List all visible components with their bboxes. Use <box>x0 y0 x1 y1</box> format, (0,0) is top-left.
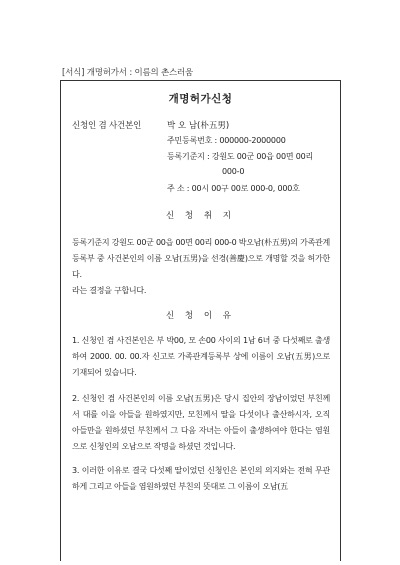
resident-number: 주민등록번호 : 000000-2000000 <box>167 136 286 145</box>
registry-address-line2: 000-0 <box>222 167 245 176</box>
home-address: 주 소 : 00시 00구 00로 000-0, 000호 <box>167 184 300 193</box>
applicant-name: 박 오 남(朴五男) <box>167 121 230 131</box>
document-title: 개명허가신청 <box>168 93 233 105</box>
purpose-section-title: 신 청 취 지 <box>166 211 235 221</box>
reasons-section-title: 신 청 이 유 <box>166 311 235 321</box>
purpose-closing: 라는 결정을 구합니다. <box>72 286 147 295</box>
purpose-paragraph: 등록기준지 강원도 00군 00읍 00면 00리 000-0 박오남(朴五男)의 가족관계등록부 중 사건본인의 이름 오남(五男)을 선경(善慶)으로 개명할 것을 허가한다. <box>72 238 330 279</box>
registry-address-line1: 등록기준지 : 강원도 00군 00읍 00면 00리 <box>167 152 314 161</box>
reason-item-2: 2. 신청인 겸 사건본인의 이름 오남(五男)은 당시 집안의 장남이었던 부친께서 대를 이을 아들을 원하였지만, 모친께서 딸을 다섯이나 출산하시자, 오직 아들만을 원하셨던 부친께서 그 다음 자녀는 아들이 출생하여야 한다는 염원으로 신청인의 오남으로 작명을 하셨던 것입니다. <box>72 394 330 451</box>
reason-item-1: 1. 신청인 겸 사건본인은 부 박00, 모 손00 사이의 1남 6녀 중 다섯째로 출생하여 2000. 00. 00.자 신고로 가족관계등록부 상에 이름이 오남(五男)으로 기재되어 있습니다. <box>72 336 330 377</box>
applicant-role-label: 신청인 겸 사건본인 <box>72 121 142 131</box>
document-header-tag: [서식] 개명허가서 : 이름의 촌스러움 <box>62 68 194 78</box>
reason-item-3: 3. 이러한 이유로 결국 다섯째 딸이었던 신청인은 본인의 의지와는 전혀 무관하게 그리고 아들을 염원하였던 부친의 뜻대로 그 이름이 오남(五 <box>72 466 330 491</box>
document-page <box>60 80 341 561</box>
